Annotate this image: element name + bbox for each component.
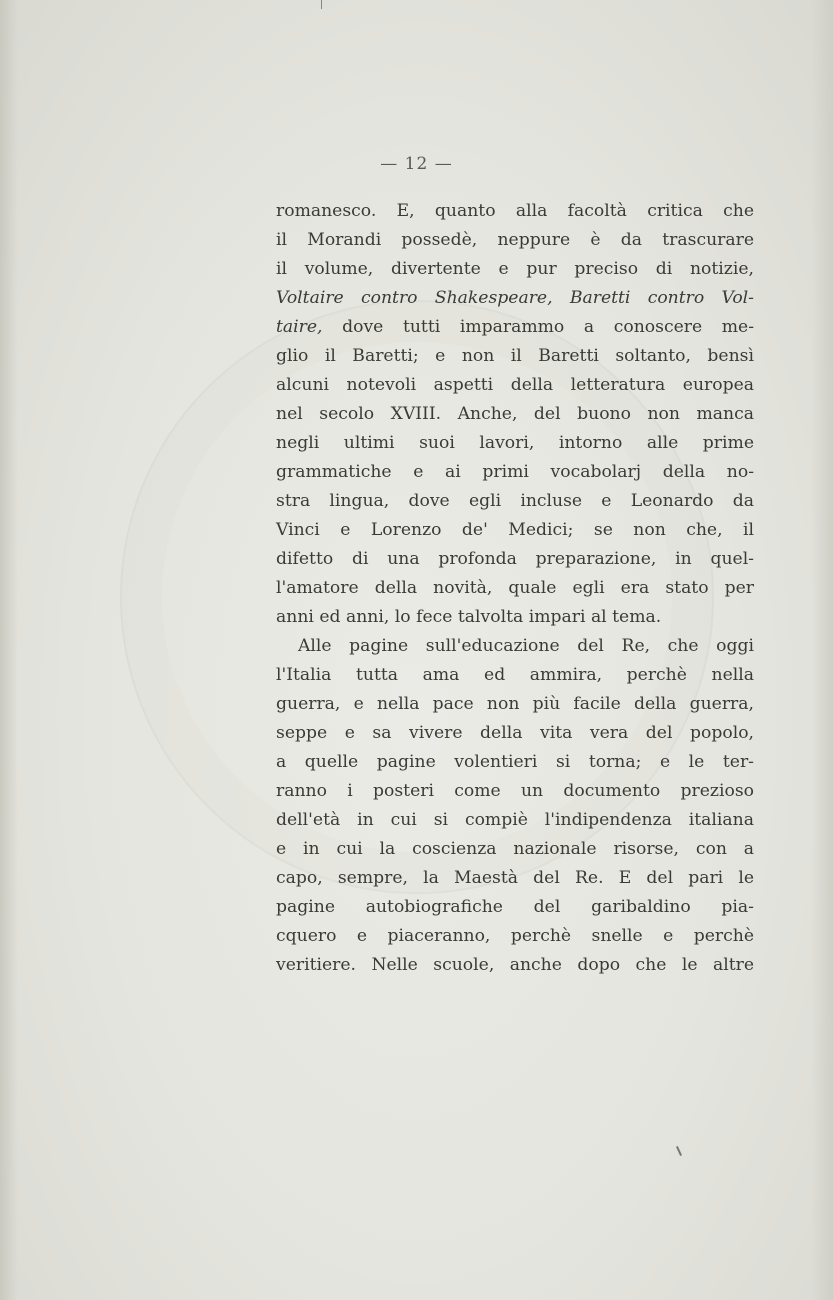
text-line: alcuni notevoli aspetti della letteratura europea (276, 375, 754, 395)
text-line: a quelle pagine volentieri si torna; e le ter- (276, 752, 754, 772)
text-line: Vinci e Lorenzo de' Medici; se non che, il (276, 520, 754, 540)
text-line: grammatiche e ai primi vocabolarj della no- (276, 462, 754, 482)
page-edge-left (0, 0, 18, 1300)
text-line: dell'età in cui si compiè l'indipendenza italiana (276, 810, 754, 830)
italic-title: Voltaire contro Shakespeare, Baretti contro Vol- (276, 288, 754, 308)
text-line: pagine autobiografiche del garibaldino pia- (276, 897, 754, 917)
text-line: Alle pagine sull'educazione del Re, che oggi (298, 636, 754, 656)
text-line: negli ultimi suoi lavori, intorno alle prime (276, 433, 754, 453)
text-line: il Morandi possedè, neppure è da trascurare (276, 230, 754, 250)
text-line: stra lingua, dove egli incluse e Leonardo da (276, 491, 754, 511)
ink-mark (676, 1146, 682, 1156)
text-line: seppe e sa vivere della vita vera del popolo, (276, 723, 754, 743)
text-line (276, 284, 754, 313)
text-line: l'amatore della novità, quale egli era stato per (276, 578, 754, 598)
text-line: difetto di una profonda preparazione, in quel- (276, 549, 754, 569)
text-line: guerra, e nella pace non più facile della guerra, (276, 694, 754, 714)
text-line: nel secolo XVIII. Anche, del buono non manca (276, 404, 754, 424)
body-text (276, 197, 754, 980)
text-line: glio il Baretti; e non il Baretti soltanto, bensì (276, 346, 754, 366)
text-line: veritiere. Nelle scuole, anche dopo che le altre (276, 955, 754, 975)
paper-mark (321, 0, 322, 9)
text-line: anni ed anni, lo fece talvolta impari al tema. (276, 607, 662, 627)
text-line (276, 313, 754, 342)
text-line: cquero e piaceranno, perchè snelle e perchè (276, 926, 754, 946)
text-line: e in cui la coscienza nazionale risorse, con a (276, 839, 754, 859)
text-line: capo, sempre, la Maestà del Re. E del pari le (276, 868, 754, 888)
page-edge-right (811, 0, 833, 1300)
text-line: romanesco. E, quanto alla facoltà critica che (276, 201, 754, 221)
page-number: — 12 — (380, 154, 453, 174)
italic-title: taire, (276, 317, 323, 337)
text-line: ranno i posteri come un documento prezioso (276, 781, 754, 801)
text-run: dove tutti imparammo a conoscere me- (322, 317, 754, 337)
text-line: il volume, divertente e pur preciso di notizie, (276, 259, 754, 279)
text-line: l'Italia tutta ama ed ammira, perchè nella (276, 665, 754, 685)
